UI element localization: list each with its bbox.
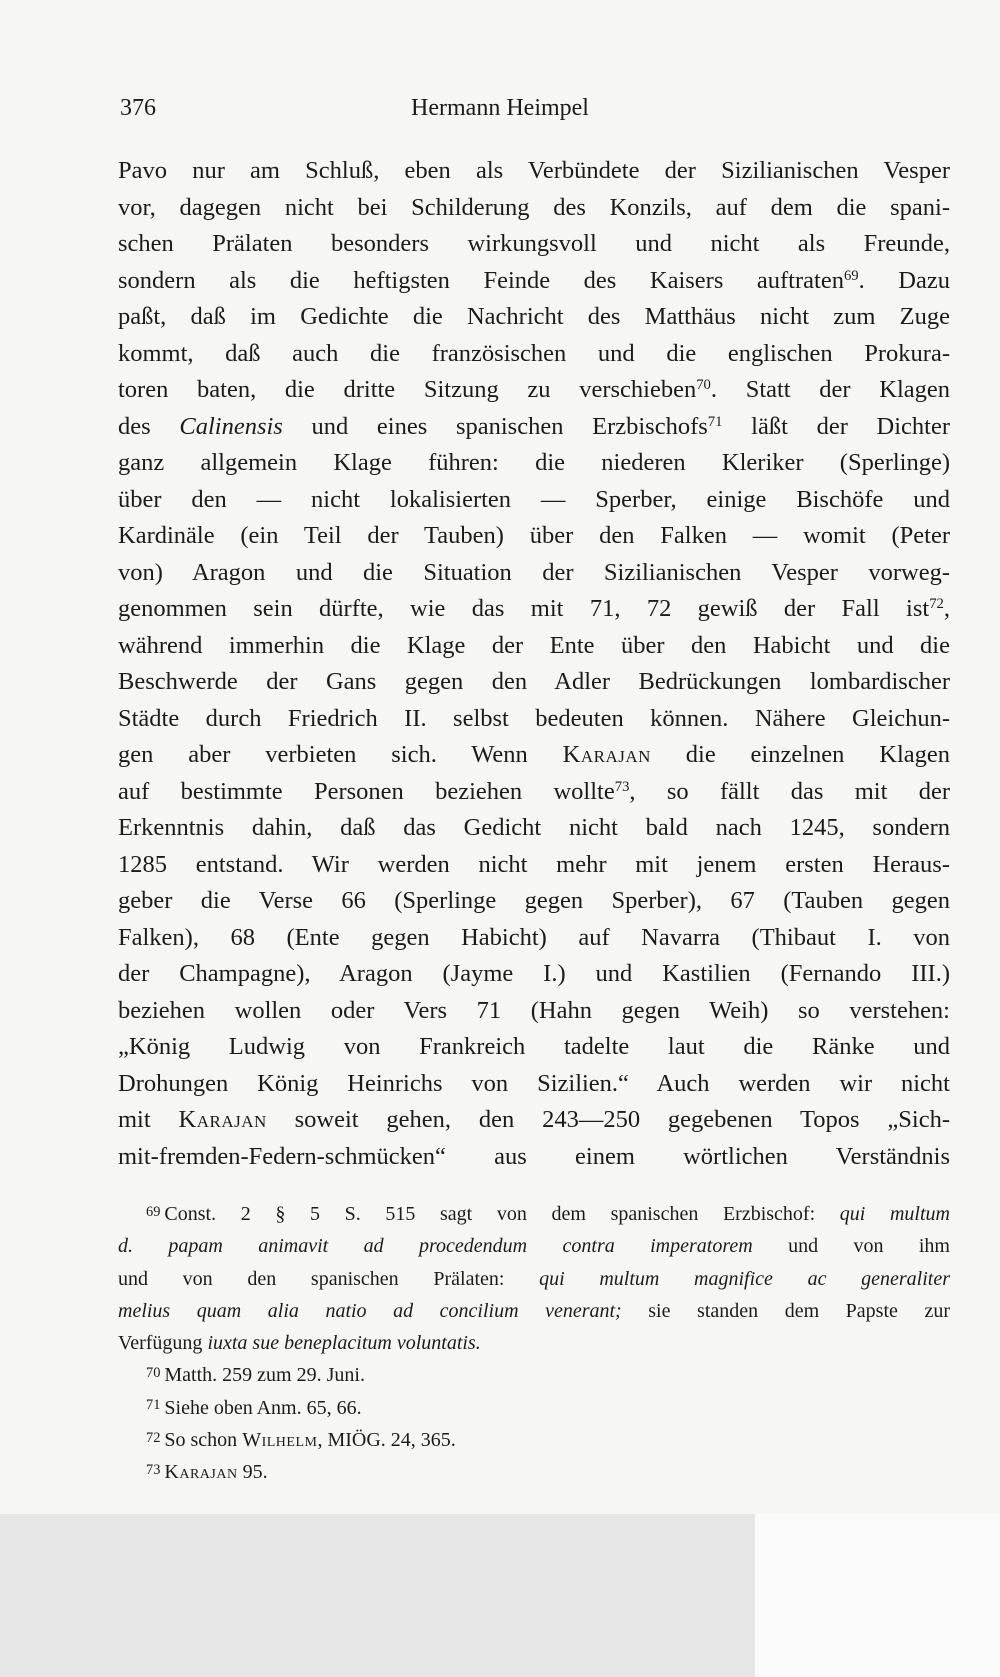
footnote-line: und von den spanischen Prälaten: qui multum magnifice ac generaliter	[118, 1267, 950, 1290]
footnote-line: melius quam alia natio ad concilium venerant; sie standen dem Papste zur	[118, 1299, 950, 1322]
body-line: schen Prälaten besonders wirkungsvoll und nicht als Freunde,	[118, 230, 950, 257]
footnote-number: 70	[146, 1365, 161, 1382]
body-line: geber die Verse 66 (Sperlinge gegen Sperber), 67 (Tauben gegen	[118, 887, 950, 914]
footnote-ref: 71	[707, 413, 723, 430]
body-line: Städte durch Friedrich II. selbst bedeuten können. Nähere Gleichun-	[118, 704, 950, 732]
footnote-number: 73	[146, 1462, 161, 1479]
footnote-ref: 69	[843, 267, 859, 284]
footnote-number: 72	[146, 1429, 161, 1446]
author-name: Karajan	[178, 1106, 267, 1133]
body-line: Falken), 68 (Ente gegen Habicht) auf Navarra (Thibaut I. von	[118, 923, 950, 951]
footnote-ref: 73	[614, 778, 630, 795]
body-line: Kardinäle (ein Teil der Tauben) über den Falken — womit (Peter	[118, 522, 950, 549]
body-line: paßt, daß im Gedichte die Nachricht des Matthäus nicht zum Zuge	[118, 303, 950, 330]
author-name: Karajan	[164, 1461, 238, 1484]
footnote-number: 69	[146, 1203, 161, 1220]
body-line: gen aber verbieten sich. Wenn Karajan die einzelnen Klagen	[118, 741, 951, 768]
footnote-70: $^{70}$ Matth. 259 zum 29. Juni.	[146, 1364, 365, 1387]
body-line: während immerhin die Klage der Ente über den Habicht und die	[118, 631, 950, 659]
body-line: sondern als die heftigsten Feinde des Kaisers auftraten$^{69}$. Dazu	[118, 266, 950, 294]
body-line: Beschwerde der Gans gegen den Adler Bedrückungen lombardischer	[118, 668, 950, 695]
body-line: Erkenntnis dahin, daß das Gedicht nicht bald nach 1245, sondern	[118, 814, 950, 841]
body-line: von) Aragon und die Situation der Sizilianischen Vesper vorweg-	[118, 558, 950, 586]
body-line: vor, dagegen nicht bei Schilderung des Konzils, auf dem die spani-	[118, 193, 950, 221]
body-line: des Calinensis und eines spanischen Erzbischofs$^{71}$ läßt der Dichter	[118, 412, 951, 440]
author-name: Wilhelm	[242, 1429, 318, 1452]
body-text	[118, 153, 950, 1175]
body-line: Drohungen König Heinrichs von Sizilien.“ Auch werden wir nicht	[118, 1069, 950, 1097]
body-line: toren baten, die dritte Sitzung zu verschieben$^{70}$. Statt der Klagen	[118, 376, 950, 403]
author-name: Karajan	[562, 741, 651, 768]
body-line: mit Karajan soweit gehen, den 243—250 gegebenen Topos „Sich-	[118, 1106, 951, 1133]
footnote-ref: 70	[696, 376, 711, 393]
body-line: beziehen wollen oder Vers 71 (Hahn gegen Weih) so verstehen:	[118, 996, 950, 1024]
body-line: der Champagne), Aragon (Jayme I.) und Kastilien (Fernando III.)	[118, 960, 950, 987]
body-line: „König Ludwig von Frankreich tadelte laut die Ränke und	[118, 1033, 950, 1060]
running-head: Hermann Heimpel	[411, 95, 589, 121]
body-line: genommen sein dürfte, wie das mit 71, 72 gewiß der Fall ist$^{72}$,	[118, 595, 950, 622]
body-line: ganz allgemein Klage führen: die niederen Kleriker (Sperlinge)	[118, 449, 950, 476]
footnote-72: $^{72}$ So schon Wilhelm, MIÖG. 24, 365.	[146, 1429, 456, 1452]
body-line: 1285 entstand. Wir werden nicht mehr mit jenem ersten Heraus-	[118, 850, 950, 878]
footnote-ref: 72	[929, 595, 944, 612]
footnotes	[118, 1198, 950, 1489]
body-line: Pavo nur am Schluß, eben als Verbündete der Sizilianischen Vesper	[118, 157, 950, 184]
footnote-line: Verfügung iuxta sue beneplacitum voluntatis.	[118, 1332, 481, 1355]
footnote-69: $^{69}$ Const. 2 § 5 S. 515 sagt von dem spanischen Erzbischof: qui multum	[146, 1203, 950, 1225]
body-line: auf bestimmte Personen beziehen wollte$^{73}$, so fällt das mit der	[118, 777, 950, 805]
footnote-number: 71	[146, 1397, 161, 1414]
footnote-71: $^{71}$ Siehe oben Anm. 65, 66.	[146, 1396, 362, 1419]
body-line: über den — nicht lokalisierten — Sperber, einige Bischöfe und	[118, 485, 950, 513]
footnote-73: $^{73}$ Karajan 95.	[146, 1461, 268, 1484]
scan-margin-light	[755, 1514, 1000, 1677]
scan-margin	[0, 1514, 1000, 1677]
page-number: 376	[120, 95, 156, 121]
footnote-line: d. papam animavit ad procedendum contra imperatorem und von ihm	[118, 1235, 950, 1258]
body-line: mit-fremden-Federn-schmücken“ aus einem wörtlichen Verständnis	[118, 1142, 950, 1170]
body-line: kommt, daß auch die französischen und die englischen Prokura-	[118, 339, 950, 367]
